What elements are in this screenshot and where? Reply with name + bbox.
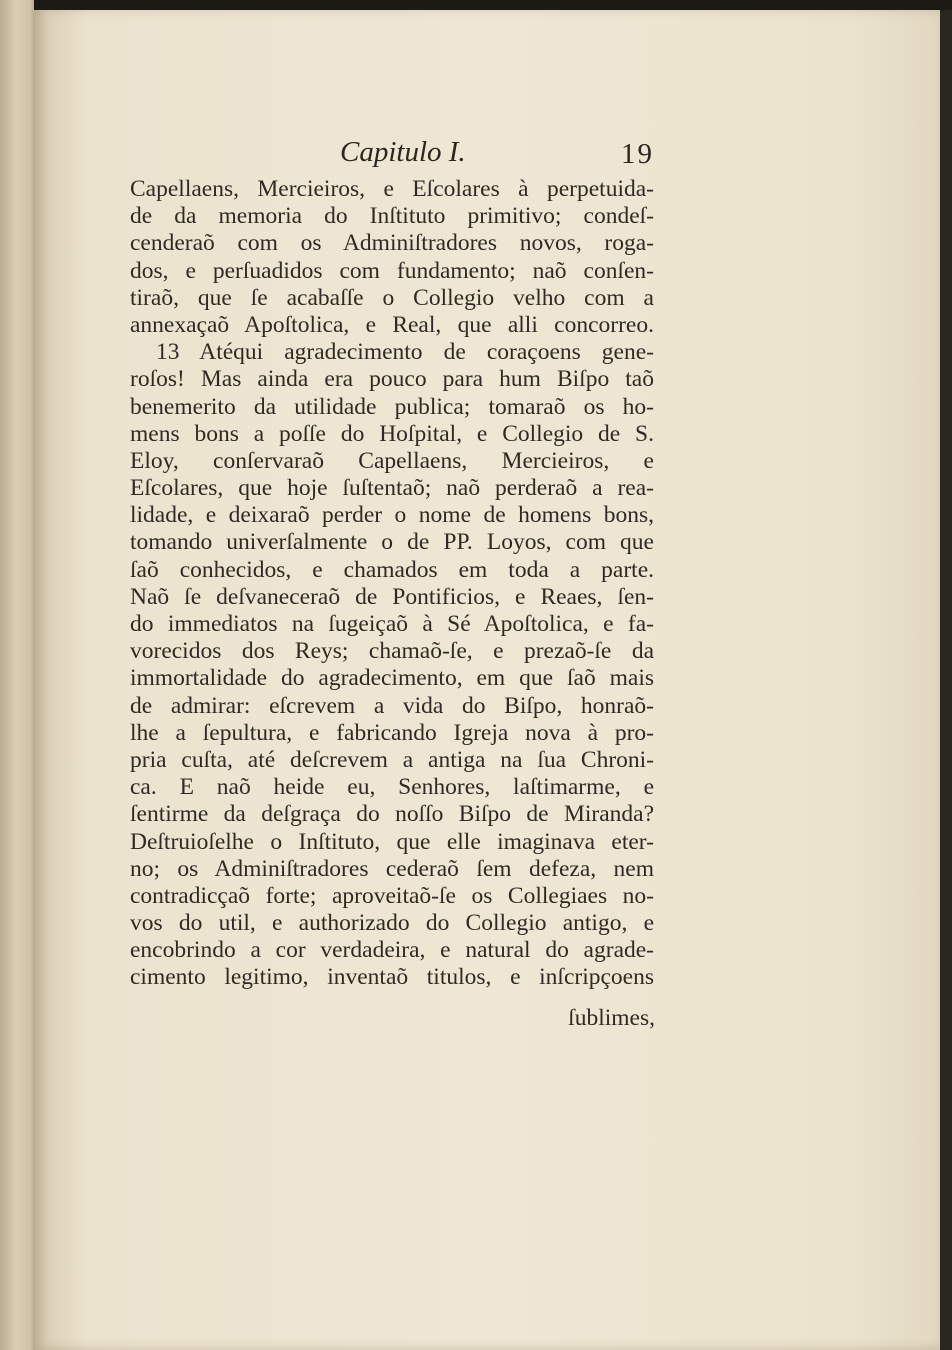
text-line: ſentirme da deſgraça do noſſo Biſpo de Miranda? xyxy=(130,801,654,828)
text-line: Eſcolares, que hoje ſuſtentaõ; naõ perderaõ a rea- xyxy=(130,475,654,502)
page-number: 19 xyxy=(621,138,654,170)
text-line: vorecidos dos Reys; chamaõ-ſe, e prezaõ-ſe da xyxy=(130,638,654,665)
paragraph-start-line: 13 Atéqui agradecimento de coraçoens gene- xyxy=(156,339,654,366)
text-line: no; os Adminiſtradores cederaõ ſem defeza, nem xyxy=(130,855,654,882)
scan-border xyxy=(34,0,952,10)
text-line: Deſtruioſelhe o Inſtituto, que elle imaginava eter- xyxy=(130,828,654,855)
text-line: lhe a ſepultura, e fabricando Igreja nova à pro- xyxy=(130,719,654,746)
text-line: cimento legitimo, inventaõ titulos, e inſcripçoens xyxy=(130,964,654,991)
text-line: tiraõ, que ſe acabaſſe o Collegio velho com a xyxy=(130,284,654,311)
text-line: ſaõ conhecidos, e chamados em toda a parte. xyxy=(130,556,654,583)
text-line: immortalidade do agradecimento, em que ſaõ mais xyxy=(130,665,654,692)
text-line: roſos! Mas ainda era pouco para hum Biſpo taõ xyxy=(130,366,654,393)
text-line: contradicçaõ forte; aproveitaõ-ſe os Collegiaes no- xyxy=(130,882,654,909)
text-line: de da memoria do Inſtituto primitivo; condeſ- xyxy=(130,203,654,230)
text-line: Capellaens, Mercieiros, e Eſcolares à perpetuida- xyxy=(130,176,654,202)
text-line: lidade, e deixaraõ perder o nome de homens bons, xyxy=(130,502,654,529)
catchword: ſublimes, xyxy=(568,1005,655,1031)
page-header xyxy=(130,132,654,176)
text-line: mens bons a poſſe do Hoſpital, e Collegio de S. xyxy=(130,420,654,447)
text-line: do immediatos na ſugeiçaõ à Sé Apoſtolica, e fa- xyxy=(130,611,654,637)
text-line: pria cuſta, até deſcrevem a antiga na ſua Chroni- xyxy=(130,746,654,773)
body-text xyxy=(130,176,654,992)
text-line: benemerito da utilidade publica; tomaraõ os ho- xyxy=(130,393,654,420)
facing-page-edge xyxy=(0,0,38,1350)
text-line: encobrindo a cor verdadeira, e natural do agrade- xyxy=(130,937,654,964)
text-line: dos, e perſuadidos com fundamento; naõ conſen- xyxy=(130,257,654,284)
text-line: de admirar: eſcrevem a vida do Biſpo, honraõ- xyxy=(130,692,654,719)
text-line: annexaçaõ Apoſtolica, e Real, que alli concorreo. xyxy=(130,311,654,338)
text-line: cenderaõ com os Adminiſtradores novos, roga- xyxy=(130,230,654,257)
text-line: Eloy, conſervaraõ Capellaens, Mercieiros, e xyxy=(130,447,654,474)
running-title: Capitulo I. xyxy=(340,136,466,168)
text-line: ca. E naõ heide eu, Senhores, laſtimarme, e xyxy=(130,774,654,801)
text-line: Naõ ſe deſvaneceraõ de Pontificios, e Reaes, ſen- xyxy=(130,583,654,610)
text-line: vos do util, e authorizado do Collegio antigo, e xyxy=(130,910,654,937)
text-line: tomando univerſalmente o de PP. Loyos, com que xyxy=(130,529,654,556)
